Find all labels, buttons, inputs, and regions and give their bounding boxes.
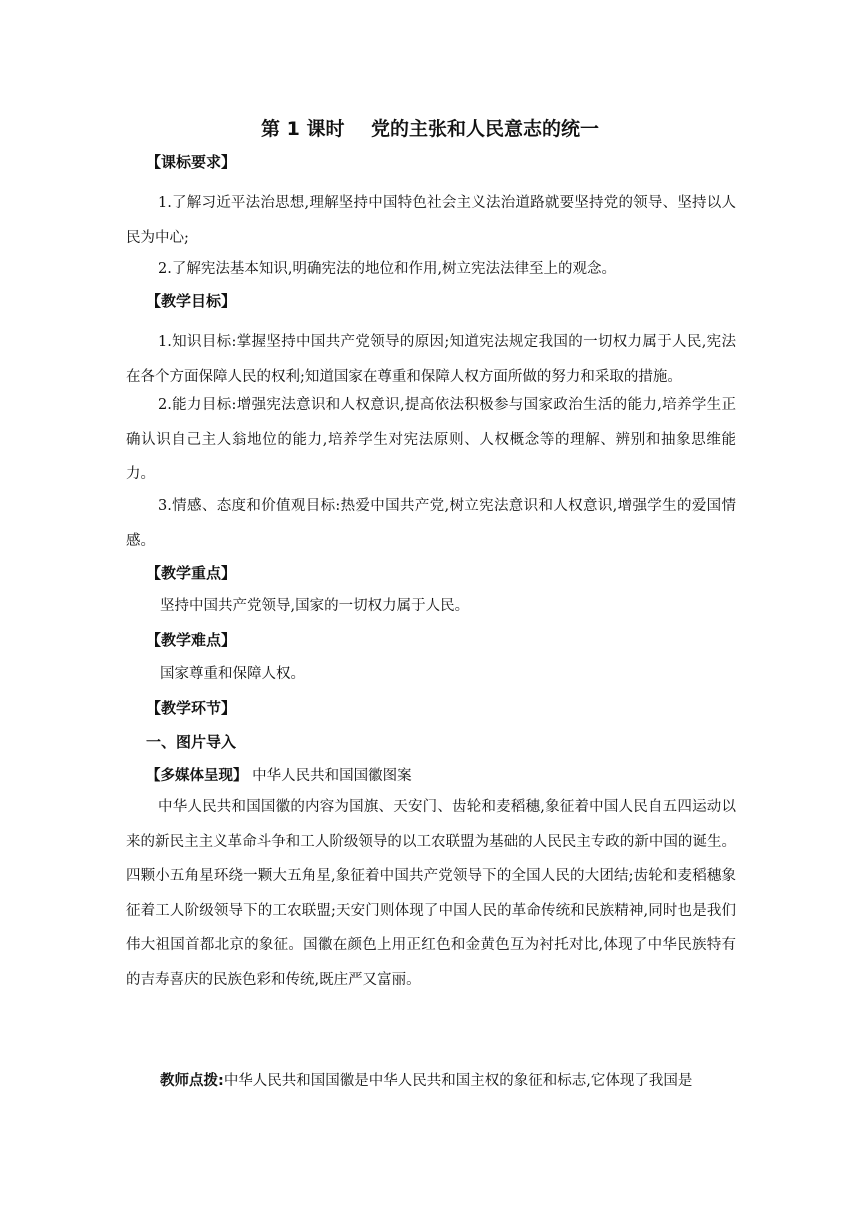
heading-teaching-process: 【教学环节】 — [146, 699, 237, 717]
heading-teaching-goals: 【教学目标】 — [146, 292, 237, 310]
teacher-note-label: 教师点拨: — [160, 1073, 224, 1089]
standard-item-2: 2.了解宪法基本知识,明确宪法的地位和作用,树立宪法法律至上的观念。 — [158, 261, 617, 277]
heading-standard-requirements: 【课标要求】 — [146, 153, 237, 171]
heading-key-points: 【教学重点】 — [146, 564, 237, 582]
lesson-title: 第 1 课时 党的主张和人民意志的统一 — [261, 118, 599, 140]
heading-difficult-points: 【教学难点】 — [146, 631, 237, 649]
goal-item-knowledge: 1.知识目标:掌握坚持中国共产党领导的原因;知道宪法规定我国的一切权力属于人民,宪法在各个方面保障人民的权利;知道国家在尊重和保障人权方面所做的努力和采取的措施。 — [126, 334, 736, 385]
emblem-paragraph: 中华人民共和国国徽的内容为国旗、天安门、齿轮和麦稻穗,象征着中国人民自五四运动以来的新民主主义革命斗争和工人阶级领导的以工农联盟为基础的人民民主专政的新中国的诞生。四颗小五角星环绕一颗大五角星,象征着中国共产党领导下的全国人民的大团结;齿轮和麦稻穗象征着工人阶级领导下的工农联盟;天安门则体现了中国人民的革命传统和民族精神,同时也是我们伟大祖国首都北京的象征。国徽在颜色上用正红色和金黄色互为衬托对比,体现了中华民族特有的吉寿喜庆的民族色彩和传统,既庄严又富丽。 — [126, 799, 736, 988]
teacher-note-text: 中华人民共和国国徽是中华人民共和国主权的象征和标志,它体现了我国是 — [223, 1073, 693, 1089]
goal-item-emotion: 3.情感、态度和价值观目标:热爱中国共产党,树立宪法意识和人权意识,增强学生的爱国情感。 — [126, 498, 736, 549]
standard-item-1: 1.了解习近平法治思想,理解坚持中国特色社会主义法治道路就要坚持党的领导、坚持以人民为中心; — [126, 195, 736, 246]
goal-item-ability: 2.能力目标:增强宪法意识和人权意识,提高依法积极参与国家政治生活的能力,培养学生正确认识自己主人翁地位的能力,培养学生对宪法原则、人权概念等的理解、辨别和抽象思维能力。 — [126, 397, 736, 482]
multimedia-text: 中华人民共和国国徽图案 — [247, 768, 412, 784]
difficult-points-text: 国家尊重和保障人权。 — [160, 666, 305, 682]
multimedia-line — [146, 765, 412, 787]
multimedia-label: 【多媒体呈现】 — [146, 768, 248, 784]
step-one-heading: 一、图片导入 — [146, 733, 237, 751]
teacher-note-line — [160, 1070, 692, 1092]
key-points-text: 坚持中国共产党领导,国家的一切权力属于人民。 — [160, 598, 470, 614]
